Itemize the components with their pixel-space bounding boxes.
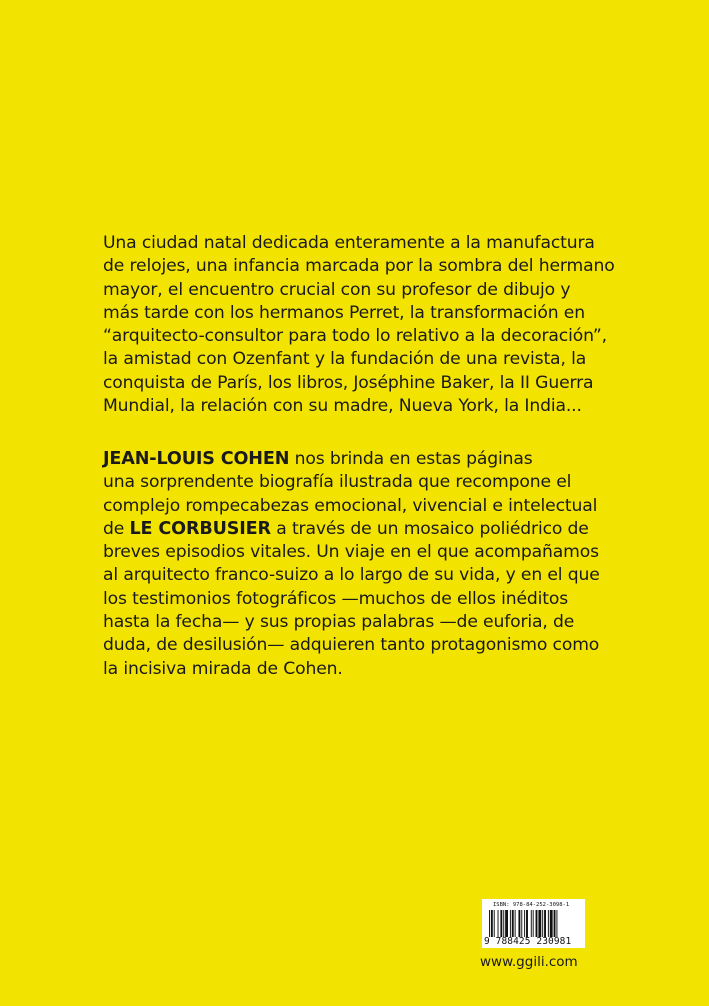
barcode-bar (548, 910, 549, 937)
barcode-icon (489, 910, 579, 937)
isbn-label: ISBN: 978-84-252-3098-1 (493, 902, 570, 908)
blurb-line: al arquitecto franco-suizo a lo largo de su vida, y en el que (103, 565, 600, 586)
barcode-bar (503, 910, 504, 937)
barcode-bar (550, 910, 553, 937)
blurb-line (103, 448, 623, 471)
blurb-line: Mundial, la relación con su madre, Nueva York, la India... (103, 396, 582, 417)
author-name: JEAN-LOUIS COHEN (103, 449, 290, 469)
barcode-bar (533, 910, 534, 937)
barcode-digits: 9 788425 230981 (484, 936, 572, 947)
blurb-line: mayor, el encuentro crucial con su profesor de dibujo y (103, 279, 571, 300)
barcode-bar (554, 910, 556, 937)
barcode-bar (515, 910, 516, 937)
blurb-line: más tarde con los hermanos Perret, la transformación en (103, 302, 585, 323)
barcode-bar (536, 910, 538, 937)
barcode-bar (538, 910, 541, 937)
blurb-line: conquista de París, los libros, Joséphine Baker, la II Guerra (103, 372, 594, 393)
barcode-bar (500, 910, 502, 937)
blurb-line (103, 518, 623, 541)
isbn-barcode (482, 899, 585, 948)
barcode-bar (524, 910, 525, 937)
blurb-paragraph-1 (103, 232, 623, 418)
barcode-bar (505, 910, 508, 937)
blurb-line: los testimonios fotográficos —muchos de ellos inéditos (103, 588, 569, 609)
publisher-website: www.ggili.com (480, 954, 578, 970)
barcode-bar (542, 910, 543, 937)
barcode-bar (512, 910, 514, 937)
barcode-bar (556, 910, 557, 937)
blurb-text: de (103, 518, 130, 539)
blurb-text: nos brinda en estas páginas (289, 449, 533, 469)
barcode-bar (544, 910, 546, 937)
blurb-line: Una ciudad natal dedicada enteramente a la manufactura (103, 233, 595, 253)
blurb-line: “arquitecto-consultor para todo lo relativo a la decoración”, (103, 326, 607, 347)
barcode-bar (531, 910, 532, 937)
barcode-bar (526, 910, 528, 937)
barcode-bar (521, 910, 522, 937)
barcode-bar (489, 910, 490, 937)
barcode-bar (510, 910, 511, 937)
blurb-line: de relojes, una infancia marcada por la sombra del hermano (103, 256, 615, 277)
blurb-line: hasta la fecha— y sus propias palabras —de euforia, de (103, 612, 575, 633)
barcode-bar (518, 910, 520, 937)
blurb-line: complejo rompecabezas emocional, vivencial e intelectual (103, 495, 598, 516)
barcode-bar (494, 910, 495, 937)
barcode-bar (491, 910, 493, 937)
barcode-bar (498, 910, 499, 937)
subject-name: LE CORBUSIER (129, 518, 271, 539)
blurb-line: la incisiva mirada de Cohen. (103, 658, 343, 679)
blurb-text: a través de un mosaico poliédrico de (270, 518, 589, 539)
blurb-line: la amistad con Ozenfant y la fundación de una revista, la (103, 349, 587, 370)
blurb-line: duda, de desilusión— adquieren tanto protagonismo como (103, 635, 600, 656)
blurb-line: una sorprendente biografía ilustrada que recompone el (103, 472, 572, 493)
blurb-line: breves episodios vitales. Un viaje en el que acompañamos (103, 542, 599, 563)
blurb-paragraph-2 (103, 448, 623, 681)
